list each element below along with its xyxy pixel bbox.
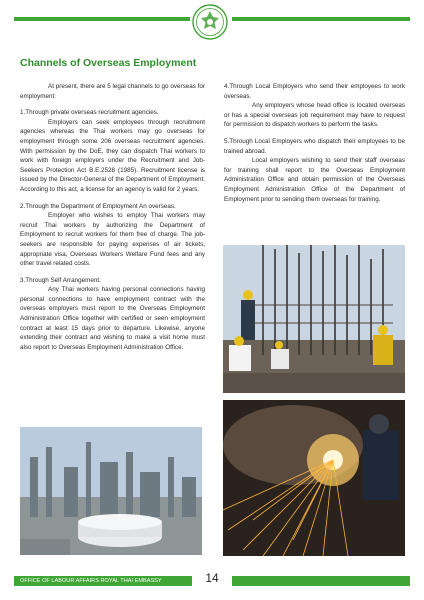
section-2-heading: 2.Through the Department of Employment An overseas.	[20, 202, 176, 210]
intro-text: At present, there are 5 legal channels to go overseas for employment:	[20, 83, 205, 100]
thai-ministry-emblem-icon	[192, 4, 228, 40]
section-2-body: Employer who wishes to employ Thai workers may recruit Thai workers by authorizing the Department of Employment to recruit workers for them free of charge. The job-seekers are responsible for paying expenses of air tickets, appropriate visa, Overseas Workers Welfare Fund fees and any other travel related costs.	[20, 212, 205, 268]
left-column	[20, 82, 205, 359]
header-bar-left	[14, 17, 190, 21]
section-4-heading: 4.Through Local Employers who send their employees to work overseas.	[224, 83, 405, 100]
section-5	[224, 137, 405, 204]
section-3	[20, 276, 205, 353]
footer-organization-bar: OFFICE OF LABOUR AFFAIRS ROYAL THAI EMBASSY	[14, 576, 192, 586]
refinery-photo	[20, 427, 202, 555]
page-number: 14	[205, 571, 219, 585]
section-2	[20, 202, 205, 269]
section-3-heading: 3.Through Self Arrangement.	[20, 276, 101, 284]
section-1-heading: 1.Through private overseas recruitment agencies.	[20, 109, 159, 117]
section-3-body: Any Thai workers having personal connections having personal connections to have employment contract with the overseas employers must report to the Overseas Employment Administration Office together with certified or seen employment contract at least 15 days prior to departure. Likewise, anyone extending their contract and wishing to make a visit home must also report to Overseas Employment Administration Office.	[20, 286, 205, 351]
header-bar-right	[232, 17, 410, 21]
page-title: Channels of Overseas Employment	[20, 57, 197, 69]
section-4-body: Any employers whose head office is located overseas or has a special overseas job requirement may have to request for permission to dispatch workers to perform the tasks.	[224, 102, 405, 129]
construction-workers-photo	[223, 245, 405, 393]
footer-bar-right	[232, 576, 410, 586]
welding-sparks-photo	[223, 400, 405, 556]
section-1-body: Employers can seek employees through recruitment agencies whereas the Thai workers may go overseas for employment through some 206 overseas recruitment agencies. With permission by the DoE, they can dispatch Thai workers to work with foreign employers under the Recruitment and Job-Seekers Protection Act B.E.2528 (1985). Recruitment license is issued by the Director-General of the Department of Employment. According to this act, a license for an agency is valid for 2 years.	[20, 118, 205, 193]
section-1	[20, 108, 205, 194]
right-column	[224, 82, 405, 211]
intro-paragraph	[20, 82, 205, 101]
section-5-body: Local employers wishing to send their staff overseas for training shall report to the Overseas Employment Administration Office and obtain permission of the Overseas Employment Administration Office of the Department of Employment prior to sending them overseas for training.	[224, 157, 405, 203]
section-4	[224, 82, 405, 130]
section-5-heading: 5.Through Local Employers who dispatch their employees to be trained abroad.	[224, 137, 405, 155]
